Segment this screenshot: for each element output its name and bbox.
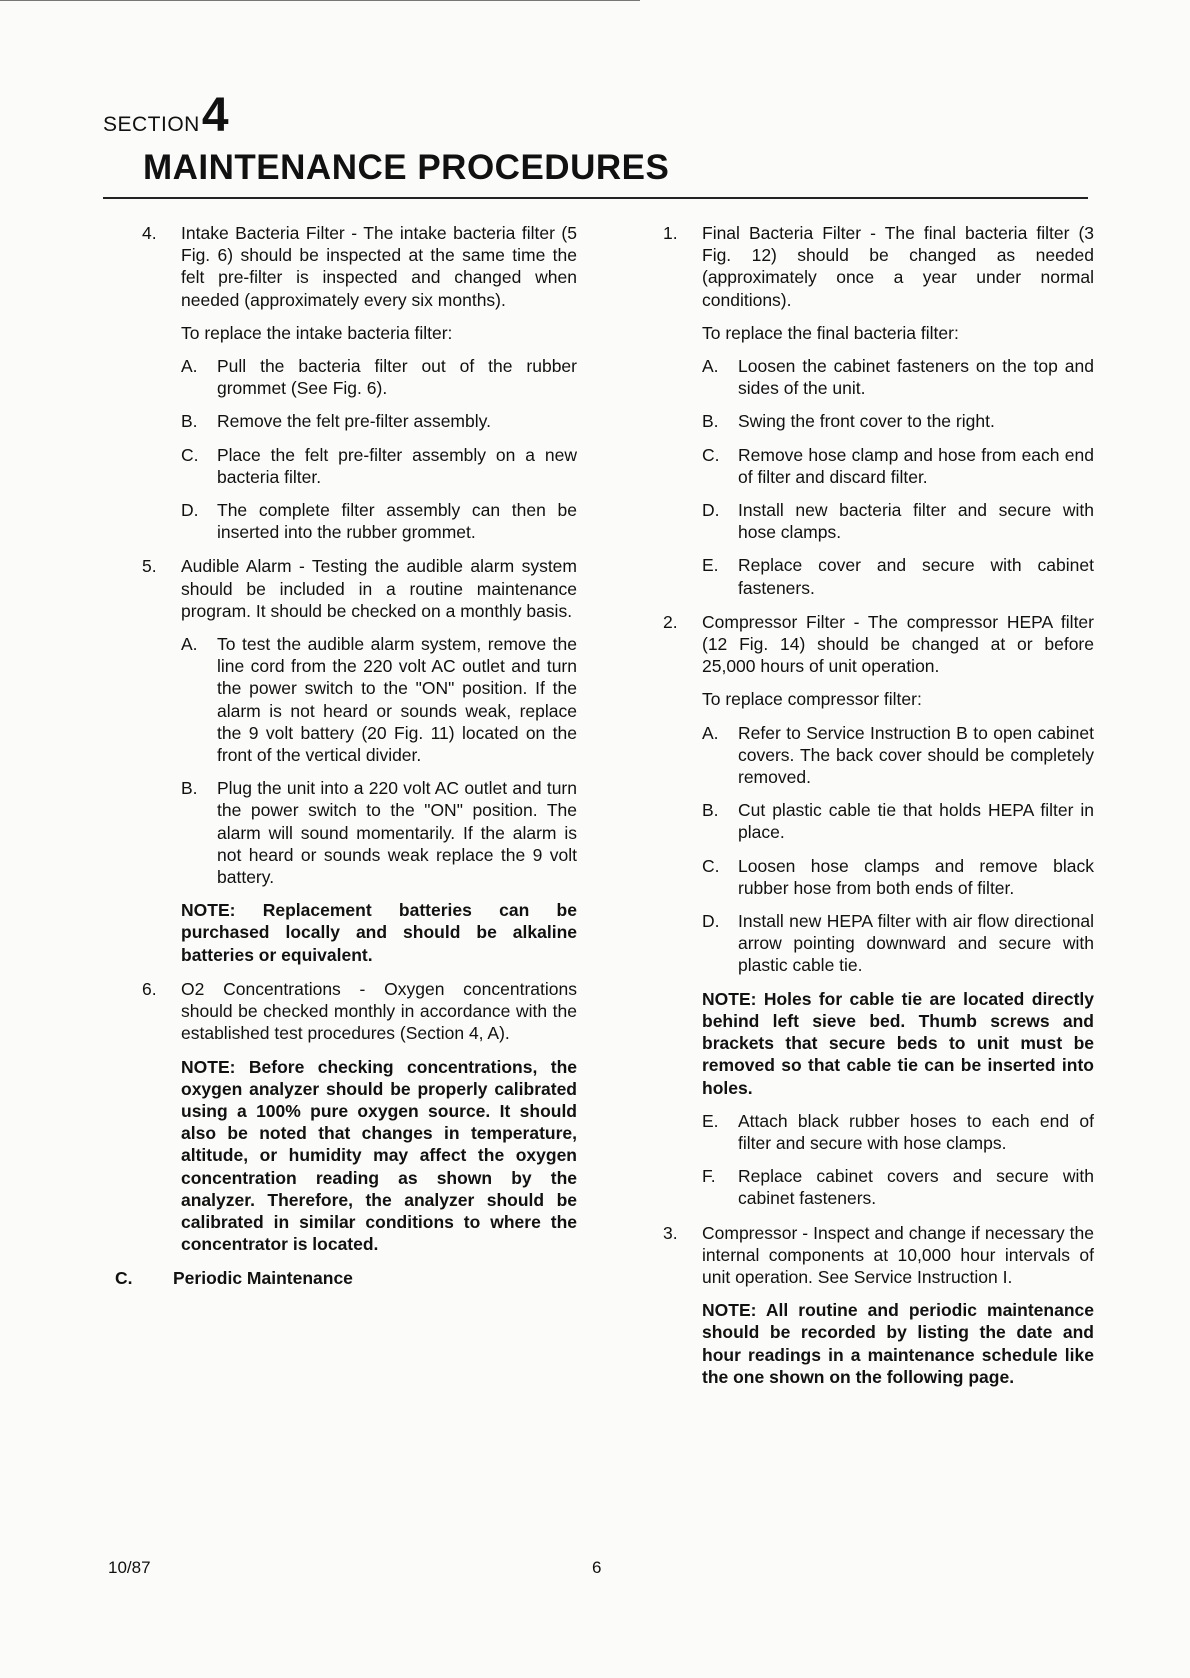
step bbox=[702, 444, 1094, 488]
step bbox=[702, 799, 1094, 843]
step bbox=[702, 910, 1094, 977]
step-letter: D. bbox=[702, 500, 720, 521]
section-number: 4 bbox=[201, 89, 229, 142]
step-text: To test the audible alarm system, remove the line cord from the 220 volt AC outlet and turn the power switch to the "ON" position. If the alarm is not heard or sounds weak, replace the 9 volt battery (20 Fig. 11) located on the front of the vertical divider. bbox=[217, 634, 577, 766]
step-text: Cut plastic cable tie that holds HEPA filter in place. bbox=[738, 800, 1094, 843]
step-letter: E. bbox=[702, 1110, 719, 1131]
step bbox=[181, 499, 577, 543]
step-text: Replace cover and secure with cabinet fasteners. bbox=[738, 555, 1094, 598]
item-compressor-filter bbox=[658, 611, 1094, 1210]
item-number: 2. bbox=[663, 611, 678, 632]
left-column bbox=[115, 222, 577, 1290]
step-letter: B. bbox=[181, 411, 198, 432]
item-text: O2 Concentrations - Oxygen concentrations should be checked monthly in accordance with the established test procedures (Section 4, A). bbox=[181, 978, 577, 1044]
step bbox=[702, 554, 1094, 598]
item-text: Audible Alarm - Testing the audible alarm system should be included in a routine maintenance program. It should be checked on a monthly basis. bbox=[181, 556, 577, 621]
step-text: Loosen hose clamps and remove black rubber hose from both ends of filter. bbox=[738, 855, 1094, 898]
step-letter: B. bbox=[181, 778, 198, 799]
step bbox=[702, 355, 1094, 399]
step-letter: A. bbox=[181, 356, 198, 377]
note-text: NOTE: Before checking concentrations, the oxygen analyzer should be properly calibrated using a 100% pure oxygen source. It should also be noted that changes in temperature, altitude, or humidity may affect the oxygen concentration reading as shown by the analyzer. Therefore, the analyzer should be calibrated in similar conditions to where the concentrator is located. bbox=[181, 1056, 577, 1255]
item-audible-alarm bbox=[137, 555, 577, 965]
section-heading bbox=[103, 89, 229, 142]
item-number: 4. bbox=[142, 223, 157, 243]
step-text: Replace cabinet covers and secure with cabinet fasteners. bbox=[738, 1166, 1094, 1209]
periodic-maintenance-heading bbox=[115, 1267, 577, 1289]
item-text: Compressor Filter - The compressor HEPA filter (12 Fig. 14) should be changed at or before 25,000 hours of unit operation. bbox=[702, 611, 1094, 677]
section-label: SECTION bbox=[103, 113, 200, 136]
step-text: Plug the unit into a 220 volt AC outlet and turn the power switch to the "ON" position. The alarm will sound momentarily. If the alarm is not heard or sounds weak replace the 9 volt battery. bbox=[217, 778, 577, 888]
top-edge-line bbox=[0, 0, 640, 1]
page-number: 6 bbox=[592, 1558, 602, 1577]
step-letter: F. bbox=[702, 1166, 716, 1187]
note-text: NOTE: Replacement batteries can be purchased locally and should be alkaline batteries or equivalent. bbox=[181, 900, 577, 965]
step bbox=[702, 1165, 1094, 1209]
step-text: Place the felt pre-filter assembly on a new bacteria filter. bbox=[217, 444, 577, 487]
item-final-bacteria-filter bbox=[658, 222, 1094, 599]
item-text: Compressor - Inspect and change if necessary the internal components at 10,000 hour intervals of unit operation. See Service Instruction I. bbox=[702, 1222, 1094, 1287]
procedure-intro: To replace compressor filter: bbox=[702, 689, 922, 710]
step-letter: C. bbox=[181, 444, 199, 465]
footer-date: 10/87 bbox=[108, 1558, 151, 1577]
item-number: 5. bbox=[142, 556, 157, 577]
step-text: Pull the bacteria filter out of the rubber grommet (See Fig. 6). bbox=[217, 356, 577, 399]
step bbox=[181, 410, 577, 432]
step-text: Swing the front cover to the right. bbox=[738, 411, 995, 432]
step bbox=[702, 855, 1094, 899]
item-number: 1. bbox=[663, 223, 678, 243]
item-compressor bbox=[658, 1222, 1094, 1388]
section-heading-text: Periodic Maintenance bbox=[173, 1268, 353, 1289]
step bbox=[702, 410, 1094, 432]
step-text: Install new bacteria filter and secure with hose clamps. bbox=[738, 500, 1094, 543]
step bbox=[181, 355, 577, 399]
title-rule bbox=[103, 197, 1088, 199]
step-text: Remove the felt pre-filter assembly. bbox=[217, 411, 491, 432]
right-column bbox=[658, 222, 1094, 1400]
step bbox=[702, 499, 1094, 543]
item-number: 6. bbox=[142, 978, 157, 999]
procedure-intro: To replace the intake bacteria filter: bbox=[181, 322, 453, 343]
page-title: MAINTENANCE PROCEDURES bbox=[143, 148, 670, 187]
step-letter: A. bbox=[181, 634, 198, 655]
step bbox=[181, 777, 577, 888]
section-letter: C. bbox=[115, 1268, 133, 1289]
step-letter: A. bbox=[702, 356, 719, 377]
step bbox=[702, 1110, 1094, 1154]
step-letter: E. bbox=[702, 555, 719, 576]
step-letter: C. bbox=[702, 444, 720, 465]
item-number: 3. bbox=[663, 1222, 678, 1243]
step-text: Loosen the cabinet fasteners on the top and sides of the unit. bbox=[738, 356, 1094, 399]
item-o2-concentrations bbox=[137, 978, 577, 1255]
step-letter: A. bbox=[702, 722, 719, 743]
step bbox=[181, 633, 577, 766]
step-text: Refer to Service Instruction B to open cabinet covers. The back cover should be completely removed. bbox=[738, 722, 1094, 788]
note-text: NOTE: All routine and periodic maintenance should be recorded by listing the date and hour readings in a maintenance schedule like the one shown on the following page. bbox=[702, 1300, 1094, 1387]
step-text: The complete filter assembly can then be inserted into the rubber grommet. bbox=[217, 500, 577, 543]
step-letter: C. bbox=[702, 855, 720, 876]
step-letter: B. bbox=[702, 800, 719, 821]
step bbox=[702, 722, 1094, 789]
note-text: NOTE: Holes for cable tie are located directly behind left sieve bed. Thumb screws and brackets that secure beds to unit must be removed so that cable tie can be inserted into holes. bbox=[702, 988, 1094, 1098]
step-text: Install new HEPA filter with air flow directional arrow pointing downward and secure with plastic cable tie. bbox=[738, 911, 1094, 976]
step-letter: D. bbox=[181, 500, 199, 521]
step-letter: D. bbox=[702, 911, 720, 932]
item-text: Intake Bacteria Filter - The intake bacteria filter (5 Fig. 6) should be inspected at the same time the felt pre-filter is inspected and changed when needed (approximately every six months). bbox=[181, 223, 577, 310]
step-letter: B. bbox=[702, 411, 719, 432]
item-intake-bacteria-filter bbox=[137, 222, 577, 543]
step-text: Remove hose clamp and hose from each end of filter and discard filter. bbox=[738, 444, 1094, 487]
item-text: Final Bacteria Filter - The final bacteria filter (3 Fig. 12) should be changed as needed (approximately once a year under normal conditions). bbox=[702, 223, 1094, 310]
procedure-intro: To replace the final bacteria filter: bbox=[702, 322, 959, 343]
step-text: Attach black rubber hoses to each end of filter and secure with hose clamps. bbox=[738, 1110, 1094, 1153]
step bbox=[181, 444, 577, 488]
